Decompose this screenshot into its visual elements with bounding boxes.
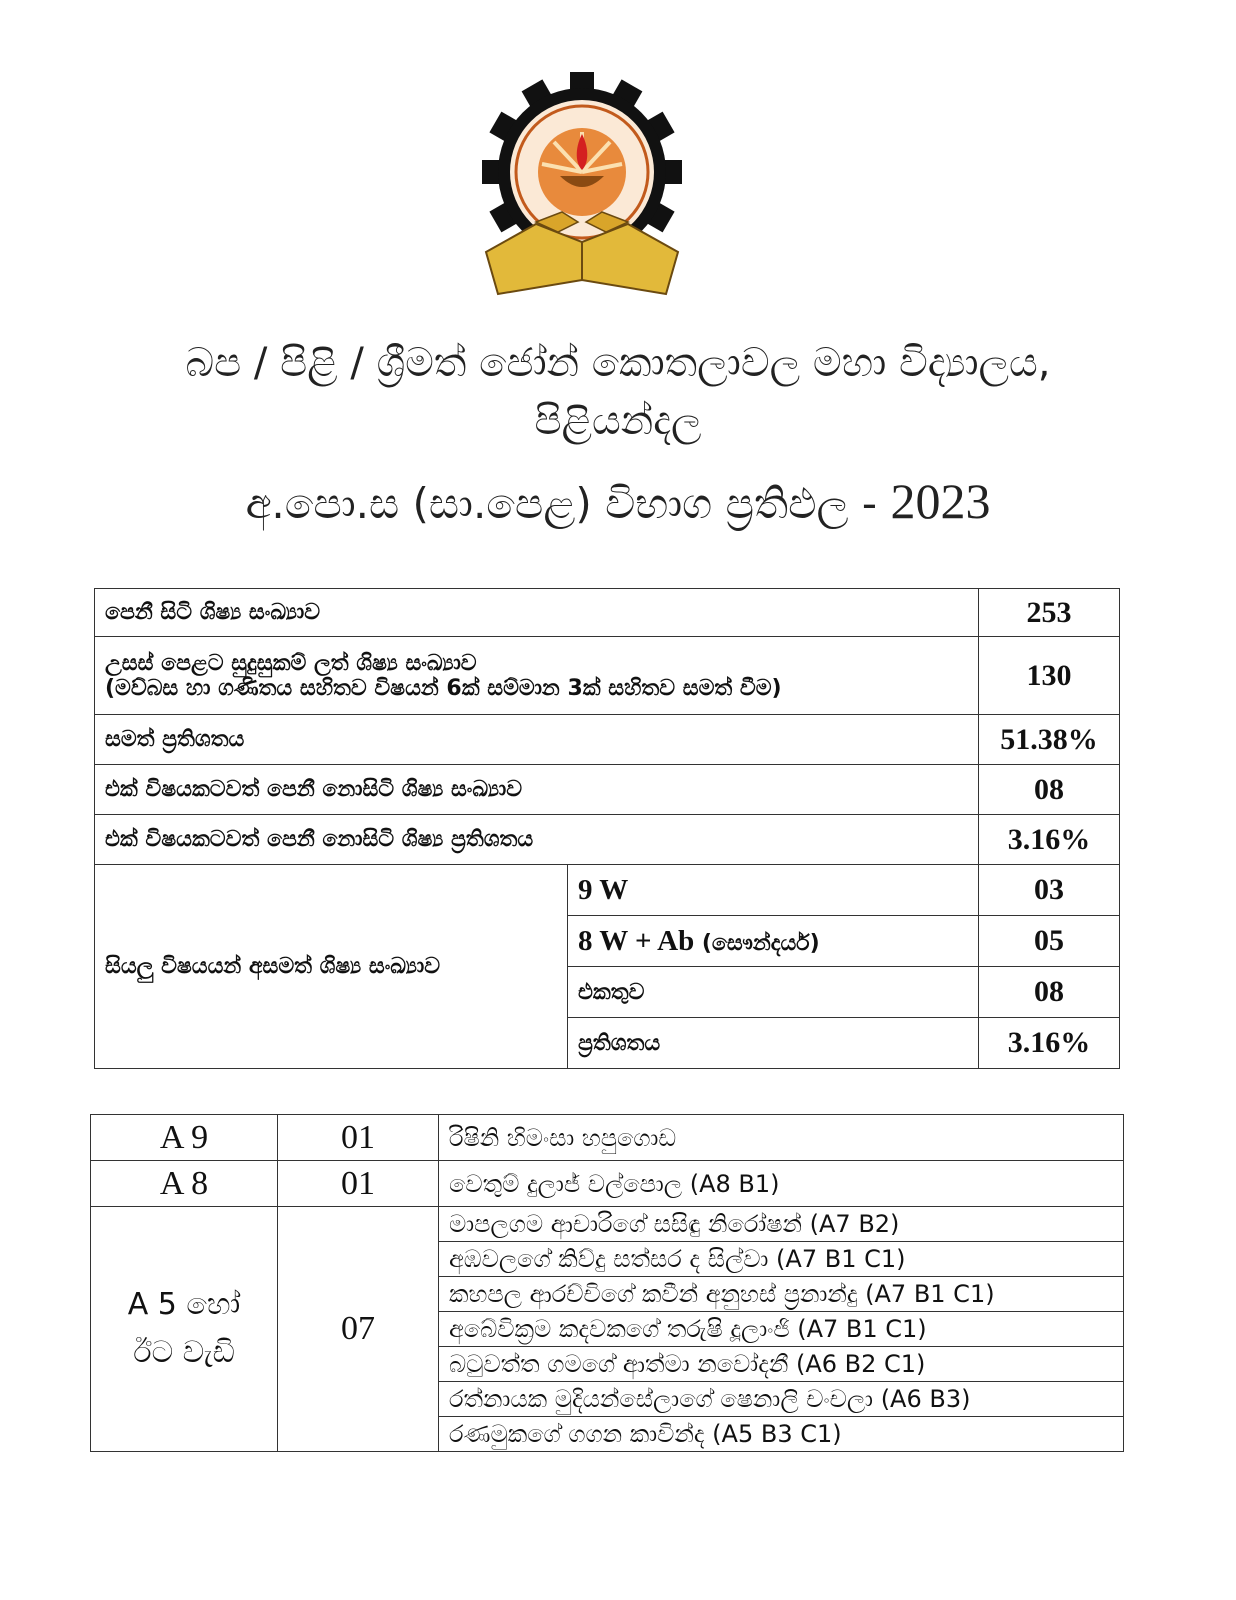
school-name-line1: බප / පිළි / ශ්‍රීමත් ජෝන් කොතලාවල මහා විද්‍යාලය, <box>185 340 1051 386</box>
student-name: අඹවලගේ කිව්දු සත්සර ද සිල්වා (A7 B1 C1) <box>439 1242 1124 1277</box>
fail-sub-label: එකතුව <box>568 967 979 1018</box>
student-name: බටුවත්ත ගමගේ ආත්මා නවෝදනී (A6 B2 C1) <box>439 1347 1124 1382</box>
student-name: රත්නායක මුදියන්සේලාගේ ෂෙනාලි චංචලා (A6 B3) <box>439 1382 1124 1417</box>
grade-cell <box>91 1207 278 1452</box>
table-row <box>91 1161 1124 1207</box>
grade-cell: A 9 <box>91 1115 278 1161</box>
summary-label-note: (මව්බස හා ගණිතය සහිතව විෂයන් 6ක් සම්මාන 3ක් සහිතව සමත් වීම) <box>105 675 782 701</box>
table-row <box>95 765 1120 815</box>
student-name: රණමුකගේ ගගන කාවින්ද (A5 B3 C1) <box>439 1417 1124 1452</box>
fail-sub-label: ප්‍රතිශතය <box>568 1018 979 1069</box>
table-row <box>91 1115 1124 1161</box>
table-row <box>95 715 1120 765</box>
summary-value: 08 <box>979 765 1120 815</box>
grade-line2: ඊට වැඩි <box>133 1335 235 1370</box>
table-row <box>95 637 1120 715</box>
results-table <box>90 1114 1124 1452</box>
fail-sub-label: 8 W + Ab (සෞන්දර්ය) <box>568 916 979 967</box>
school-crest-logo <box>466 72 698 300</box>
grade-cell: A 8 <box>91 1161 278 1207</box>
count-cell: 07 <box>278 1207 439 1452</box>
student-name: මාපලගම ආචාරිගේ සසිඳු නිරෝෂන් (A7 B2) <box>439 1207 1124 1242</box>
student-name: අබේවික්‍රම කදවකගේ තරුෂි දූලාංජි (A7 B1 C1) <box>439 1312 1124 1347</box>
summary-label: එක් විෂයකටවත් පෙනී නොසිටි ශිෂ්‍ය සංඛ්‍යාව <box>95 765 979 815</box>
table-row <box>95 815 1120 865</box>
table-row <box>95 589 1120 637</box>
fail-sub-value: 03 <box>979 865 1120 916</box>
fail-sub-value: 3.16% <box>979 1018 1120 1069</box>
fail-sub-label: 9 W <box>568 865 979 916</box>
summary-value: 253 <box>979 589 1120 637</box>
table-row <box>95 865 1120 916</box>
summary-table <box>94 588 1120 1069</box>
grade-line1: A 5 හෝ <box>127 1287 241 1322</box>
summary-label-main: උසස් පෙළට සුදුසුකම් ලත් ශිෂ්‍ය සංඛ්‍යාව <box>105 650 477 676</box>
summary-value: 51.38% <box>979 715 1120 765</box>
table-row <box>91 1207 1124 1242</box>
student-name: රිෂිනි හිමංසා හපුගොඩ <box>439 1115 1124 1161</box>
summary-label: සමත් ප්‍රතිශතය <box>95 715 979 765</box>
summary-value: 130 <box>979 637 1120 715</box>
summary-label <box>95 637 979 715</box>
fail-sub-value: 08 <box>979 967 1120 1018</box>
exam-year: 2023 <box>890 473 991 529</box>
count-cell: 01 <box>278 1115 439 1161</box>
fail-all-label: සියලු විෂයයන් අසමත් ශිෂ්‍ය සංඛ්‍යාව <box>95 865 568 1069</box>
school-name-line2: පිළියන්දල <box>534 398 702 444</box>
exam-title-text: අ.පො.ස (සා.පෙළ) විභාග ප්‍රතිඵල - <box>245 479 891 528</box>
exam-title <box>0 472 1236 530</box>
count-cell: 01 <box>278 1161 439 1207</box>
fail-sub-value: 05 <box>979 916 1120 967</box>
summary-label: එක් විෂයකටවත් පෙනී නොසිටි ශිෂ්‍ය ප්‍රතිශතය <box>95 815 979 865</box>
student-name: කහපල ආරච්චිගේ කවීන් අනුහස් ප්‍රනාන්දු (A7 B1 C1) <box>439 1277 1124 1312</box>
summary-label: පෙනී සිටි ශිෂ්‍ය සංඛ්‍යාව <box>95 589 979 637</box>
student-name: වෙතුම් දුලාජ් වල්පොල (A8 B1) <box>439 1161 1124 1207</box>
summary-value: 3.16% <box>979 815 1120 865</box>
